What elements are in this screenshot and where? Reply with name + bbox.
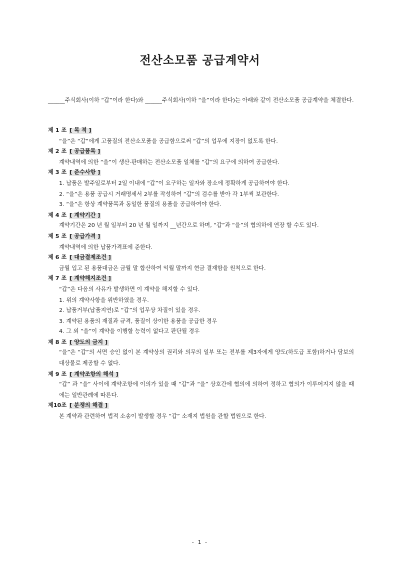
article-item (48, 317, 354, 328)
article-paragraph: 금월 입고 된 용품대금은 금월 말 합산하여 익월 말까지 현금 결재함을 원칙으로 한다. (59, 265, 266, 272)
article-item-text: 2. “을”은 용품 공급시 거래명세서 2부를 작성하여 “갑”의 검수를 받아 각 1부씩 보관한다. (59, 191, 280, 198)
article-number: 제 5 조 (48, 233, 67, 240)
article (48, 168, 354, 210)
article-paragraph: 계약내역에 의한 납품가격표에 준한다. (59, 244, 153, 251)
article (48, 274, 354, 338)
article-name: [ 준수사항 ] (69, 170, 101, 177)
article-heading (48, 126, 354, 137)
article-heading (48, 253, 354, 264)
article (48, 401, 354, 422)
article-name: [ 계약조항의 해석 ] (69, 371, 119, 378)
article-item-text: 1. 위의 계약사항을 위반하였을 경우. (59, 297, 149, 304)
article-number: 제 2 조 (48, 149, 67, 156)
article-number: 제 9 조 (48, 371, 67, 378)
article (48, 370, 354, 402)
article-name: [ 공급품목 ] (69, 149, 101, 156)
article (48, 232, 354, 253)
article-item (48, 327, 354, 338)
article-paragraph: “갑”은 다음의 사유가 발생하면 이 계약을 해지할 수 있다. (59, 286, 200, 293)
article-heading (48, 274, 354, 285)
article (48, 126, 354, 147)
article-item (48, 296, 354, 307)
article-item-text: 3. “을”은 항상 계약품목과 동일한 품질의 용품을 공급하여야 한다. (59, 202, 222, 209)
intro-paragraph: ______주식회사(이하 “갑”이라 한다)와 ______주식회사(이하 “을”이라 한다)는 아래와 같이 전산소모품 공급계약을 체결한다. (48, 98, 354, 104)
article-name: [ 목 적 ] (69, 128, 92, 134)
article (48, 211, 354, 232)
article-item (48, 190, 354, 201)
article-number: 제10조 (48, 403, 67, 410)
article (48, 338, 354, 370)
article-name: [ 공급가격 ] (69, 233, 101, 240)
article-number: 제 1 조 (48, 128, 67, 134)
article-name: [ 분쟁의 해결 ] (69, 403, 108, 410)
article-item-text: 4. 그 외 “을”이 계약을 이행할 능력이 없다고 판단될 경우 (59, 329, 200, 336)
article-item-text: 3. 계약된 용품의 재질과 규격, 품질이 상이한 용품을 공급한 경우 (59, 318, 218, 325)
article-item (48, 306, 354, 317)
article-heading (48, 232, 354, 243)
article-paragraph: 계약내역에 의한 “을”이 생산·판매하는 전산소모품 일체를 “갑”의 요구에 의하여 공급한다. (59, 159, 280, 166)
articles-list (48, 126, 354, 423)
article-paragraph: “갑” 과 “을” 사이에 계약조항에 이의가 있을 때 “갑”과 “을” 상호간에 협의에 의하여 정하고 협의가 이루어지지 않을 때에는 일반관례에 따른다. (59, 382, 354, 399)
article-paragraph: 계약기간은 20 년 월 일부터 20 년 월 일까지 __년간으로 하며, “갑”과 “을”의 협의하에 연장 할 수도 있다. (59, 223, 319, 230)
article-number: 제 3 조 (48, 170, 67, 177)
article-item-text: 1. 납품은 발주일로부터 2일 이내에 “갑”이 요구하는 일자와 장소에 정확하게 공급하여야 한다. (59, 180, 290, 187)
article-name: [ 양도의 금지 ] (69, 339, 108, 346)
article-paragraph: “을”은 “갑”에게 고품질의 전산소모품을 공급함으로써 “갑”의 업무에 지장이 없도록 한다. (59, 138, 278, 145)
article (48, 147, 354, 168)
article-heading (48, 147, 354, 158)
article-number: 제 8 조 (48, 339, 67, 346)
article-paragraph: “을”은 “갑”의 서면 승인 없이 본 계약상의 권리와 의무의 일부 또는 전부를 제3자에게 양도(하도급 포함)하거나 담보의 대상물로 제공할 수 없다. (59, 350, 354, 368)
article (48, 253, 354, 274)
article-heading (48, 401, 354, 412)
article-heading (48, 338, 354, 349)
article-heading (48, 168, 354, 179)
article-item-text: 2. 납품거부(납품지연)로 “갑”의 업무상 차질이 있을 경우. (59, 308, 201, 315)
article-number: 제 4 조 (48, 212, 67, 219)
article-heading (48, 370, 354, 381)
page-number: - 1 - (191, 540, 209, 546)
article-name: [ 대금결제조건 ] (69, 255, 111, 262)
article-name: [ 계약해지조건 ] (69, 276, 111, 283)
document-title: 전산소모품 공급계약서 (139, 53, 261, 67)
article-paragraph: 본 계약과 관련하여 법적 소송이 발생할 경우 “갑” 소재지 법원을 관할 법원으로 한다. (59, 414, 267, 421)
article-heading (48, 211, 354, 222)
article-item (48, 179, 354, 190)
article-item (48, 200, 354, 211)
article-number: 제 6 조 (48, 255, 67, 262)
article-name: [ 계약기간 ] (69, 212, 101, 219)
article-number: 제 7 조 (48, 276, 67, 283)
